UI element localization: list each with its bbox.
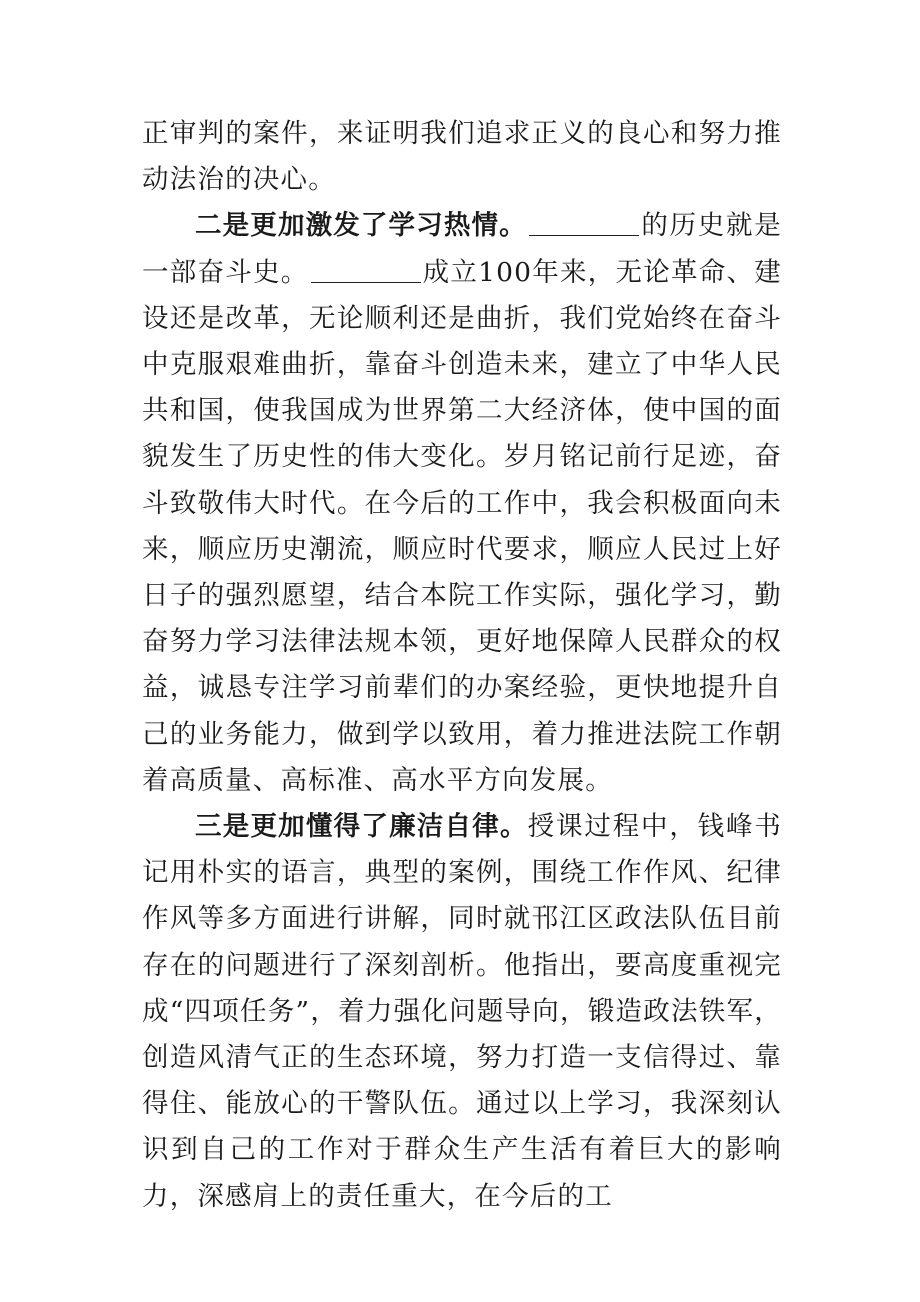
- fill-in-blank: [529, 209, 639, 237]
- paragraph-study-passion: [142, 203, 782, 804]
- paragraph-heading: 三是更加懂得了廉洁自律。: [195, 811, 528, 843]
- paragraph-text: 正审判的案件，来证明我们追求正义的良心和努力推动法治的决心。: [142, 118, 782, 196]
- fill-in-blank: [311, 255, 421, 283]
- paragraph-integrity: [142, 804, 782, 1220]
- document-body: [142, 111, 782, 1220]
- paragraph-continuation: [142, 111, 782, 203]
- paragraph-text: 授课过程中，钱峰书记用朴实的语言，典型的案例，围绕工作作风、纪律作风等多方面进行讲解，同时就邗江区政法队伍目前存在的问题进行了深刻剖析。他指出，要高度重视完成“四项任务”，着力强化问题导向，锻造政法铁军，创造风清气正的生态环境，努力打造一支信得过、靠得住、能放心的干警队伍。通过以上学习，我深刻认识到自己的工作对于群众生产生活有着巨大的影响力，深感肩上的责任重大，在今后的工: [142, 811, 782, 1212]
- paragraph-heading: 二是更加激发了学习热情。: [195, 210, 527, 242]
- paragraph-text: 的历史就是一部奋斗史。: [142, 210, 782, 288]
- paragraph-text: 成立100年来，无论革命、建设还是改革，无论顺利还是曲折，我们党始终在奋斗中克服艰难曲折，靠奋斗创造未来，建立了中华人民共和国，使我国成为世界第二大经济体，使中国的面貌发生了历史性的伟大变化。岁月铭记前行足迹，奋斗致敬伟大时代。在今后的工作中，我会积极面向未来，顺应历史潮流，顺应时代要求，顺应人民过上好日子的强烈愿望，结合本院工作实际，强化学习，勤奋努力学习法律法规本领，更好地保障人民群众的权益，诚恳专注学习前辈们的办案经验，更快地提升自己的业务能力，做到学以致用，着力推进法院工作朝着高质量、高标准、高水平方向发展。: [142, 256, 782, 796]
